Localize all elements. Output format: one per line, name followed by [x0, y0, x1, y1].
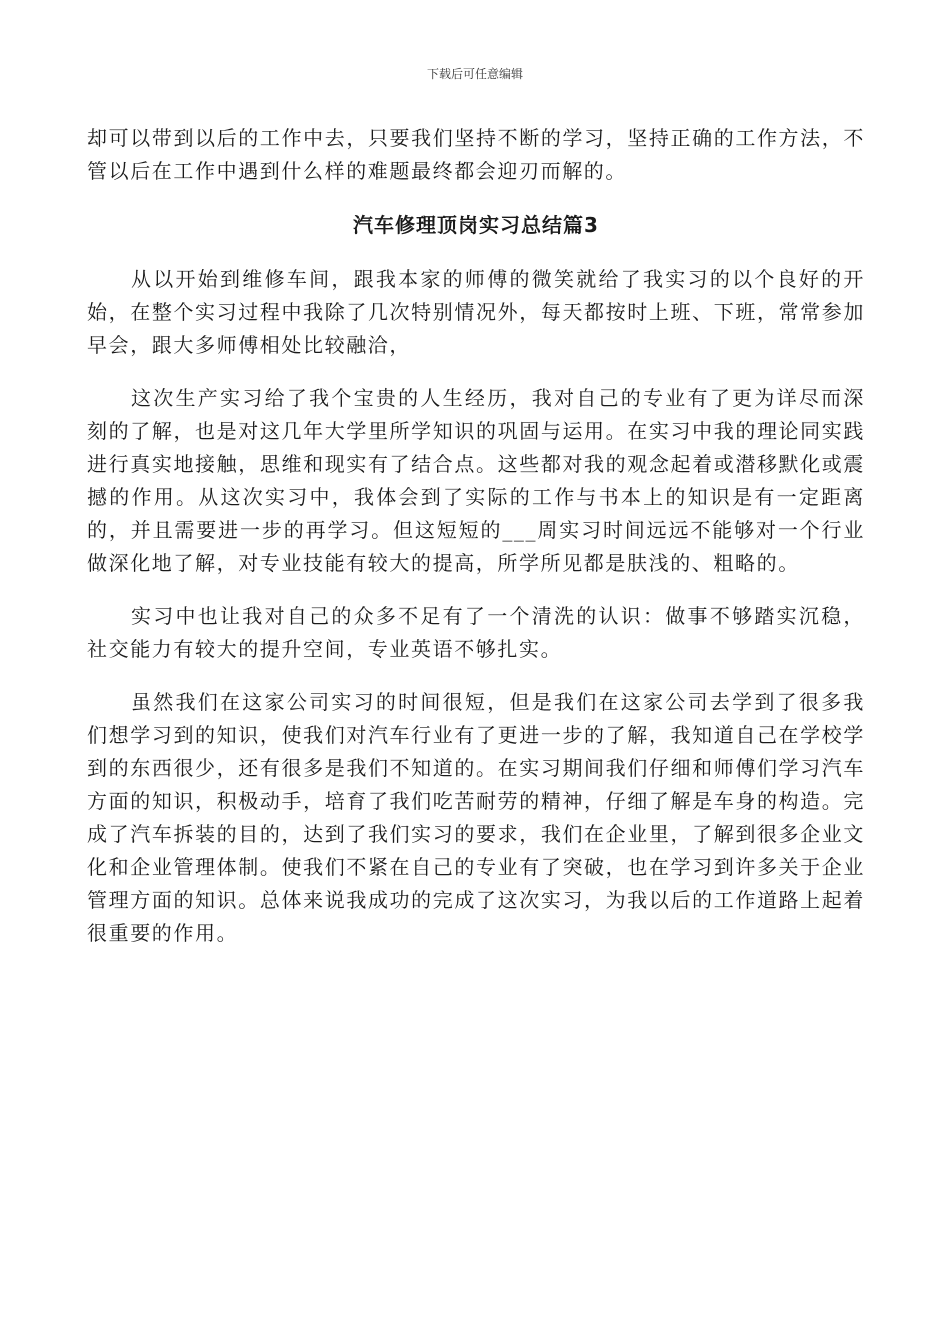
continuation-paragraph: 却可以带到以后的工作中去，只要我们坚持不断的学习，坚持正确的工作方法，不管以后在工作中遇到什么样的难题最终都会迎刃而解的。	[87, 126, 865, 183]
body-paragraph: 这次生产实习给了我个宝贵的人生经历，我对自己的专业有了更为详尽而深刻的了解，也是对这几年大学里所学知识的巩固与运用。在实习中我的理论同实践进行真实地接触，思维和现实有了结合点。这些都对我的观念起着或潜移默化或震撼的作用。从这次实习中，我体会到了实际的工作与书本上的知识是有一定距离的，并且需要进一步的再学习。但这短短的___周实习时间远远不能够对一个行业做深化地了解，对专业技能有较大的提高，所学所见都是肤浅的、粗略的。	[87, 386, 865, 575]
document-body	[87, 122, 865, 950]
body-paragraph: 实习中也让我对自己的众多不足有了一个清洗的认识：做事不够踏实沉稳，社交能力有较大的提升空间，专业英语不够扎实。	[87, 604, 865, 661]
body-paragraph: 虽然我们在这家公司实习的时间很短，但是我们在这家公司去学到了很多我们想学习到的知识，使我们对汽车行业有了更进一步的了解，我知道自己在学校学到的东西很少，还有很多是我们不知道的。在实习期间我们仔细和师傅们学习汽车方面的知识，积极动手，培育了我们吃苦耐劳的精神，仔细了解是车身的构造。完成了汽车拆装的目的，达到了我们实习的要求，我们在企业里，了解到很多企业文化和企业管理体制。使我们不紧在自己的专业有了突破，也在学习到许多关于企业管理方面的知识。总体来说我成功的完成了这次实习，为我以后的工作道路上起着很重要的作用。	[87, 690, 865, 945]
section-title: 汽车修理顶岗实习总结篇3	[353, 213, 599, 237]
page-header-note: 下载后可任意编辑	[426, 67, 523, 81]
body-paragraph: 从以开始到维修车间，跟我本家的师傅的微笑就给了我实习的以个良好的开始，在整个实习过程中我除了几次特别情况外，每天都按时上班、下班，常常参加早会，跟大多师傅相处比较融洽，	[87, 267, 865, 357]
